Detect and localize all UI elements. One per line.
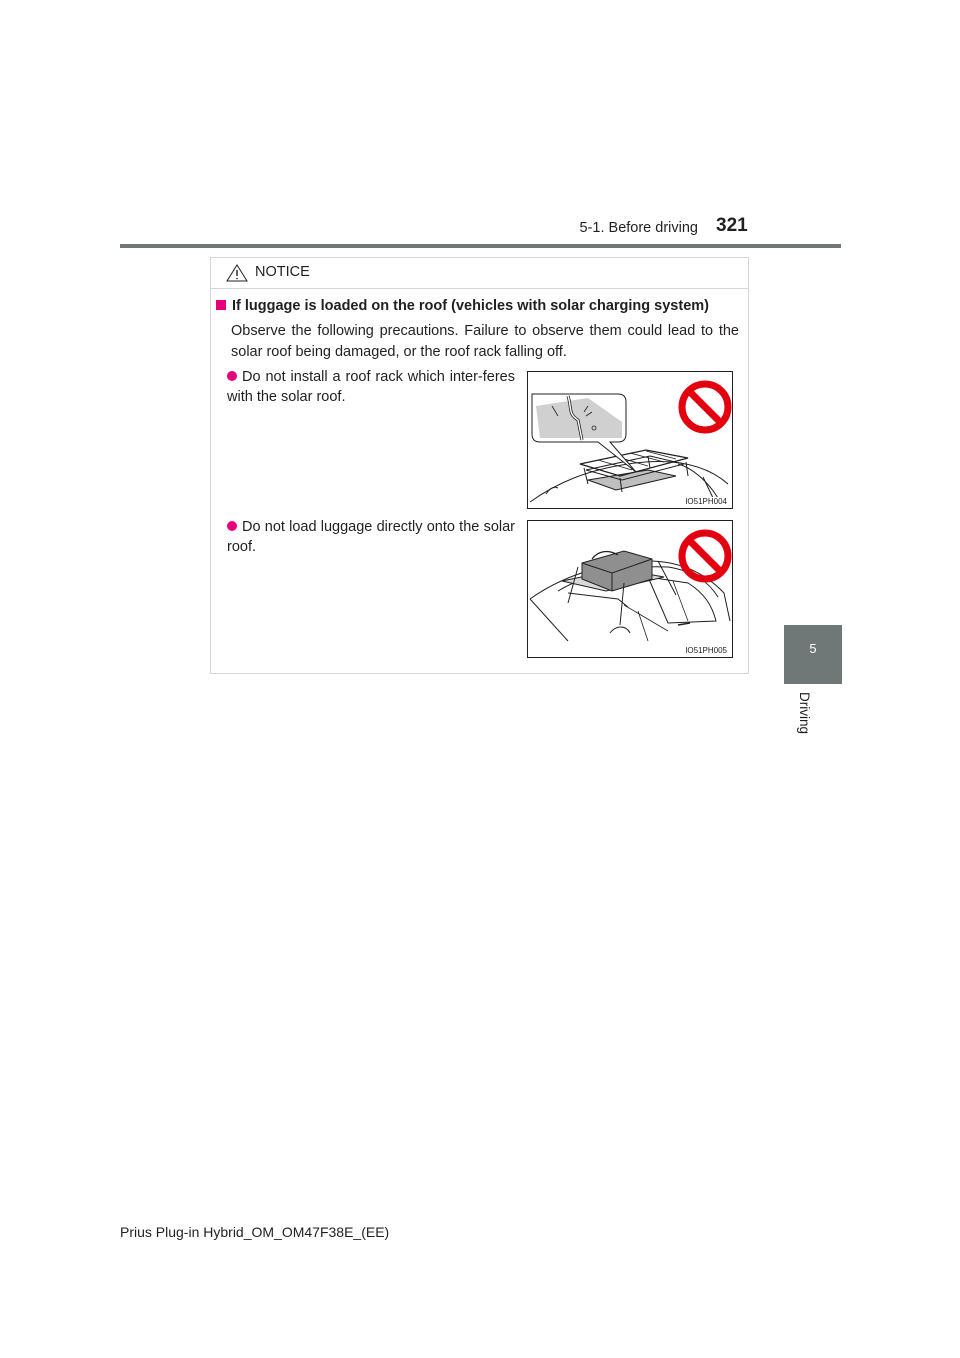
figure-code: IO51PH005 [685,646,727,655]
figure-code: IO51PH004 [685,497,727,506]
list-item [227,517,515,557]
luggage-drawing [528,521,732,657]
chapter-label [784,692,812,752]
roof-rack-illustration [527,371,733,509]
chapter-number: 5 [809,641,817,656]
page-number: 321 [716,215,748,236]
warning-triangle-icon [226,264,248,282]
section-title: 5-1. Before driving [579,220,698,236]
roof-rack-drawing [528,372,732,508]
chapter-tab [784,625,842,684]
header-divider [120,244,841,248]
watermark: carmanualsonline.info [823,1331,950,1346]
notice-header [211,258,748,289]
notice-title: NOTICE [255,264,310,280]
notice-heading-text: If luggage is loaded on the roof (vehicles with solar charging system) [232,298,709,314]
notice-box [210,257,749,674]
luggage-on-roof-illustration [527,520,733,658]
square-bullet-icon [216,300,226,310]
list-item-text: Do not load luggage directly onto the solar roof. [227,519,515,555]
circle-bullet-icon [227,521,237,531]
notice-heading [216,298,740,314]
document-id: Prius Plug-in Hybrid_OM_OM47F38E_(EE) [120,1224,390,1240]
circle-bullet-icon [227,371,237,381]
list-item [227,367,515,407]
chapter-label-text: Driving [797,692,812,735]
list-item-text: Do not install a roof rack which inter-feres with the solar roof. [227,369,515,405]
notice-body: Observe the following precautions. Failure to observe them could lead to the solar roof being damaged, or the roof rack falling off. [231,323,739,360]
